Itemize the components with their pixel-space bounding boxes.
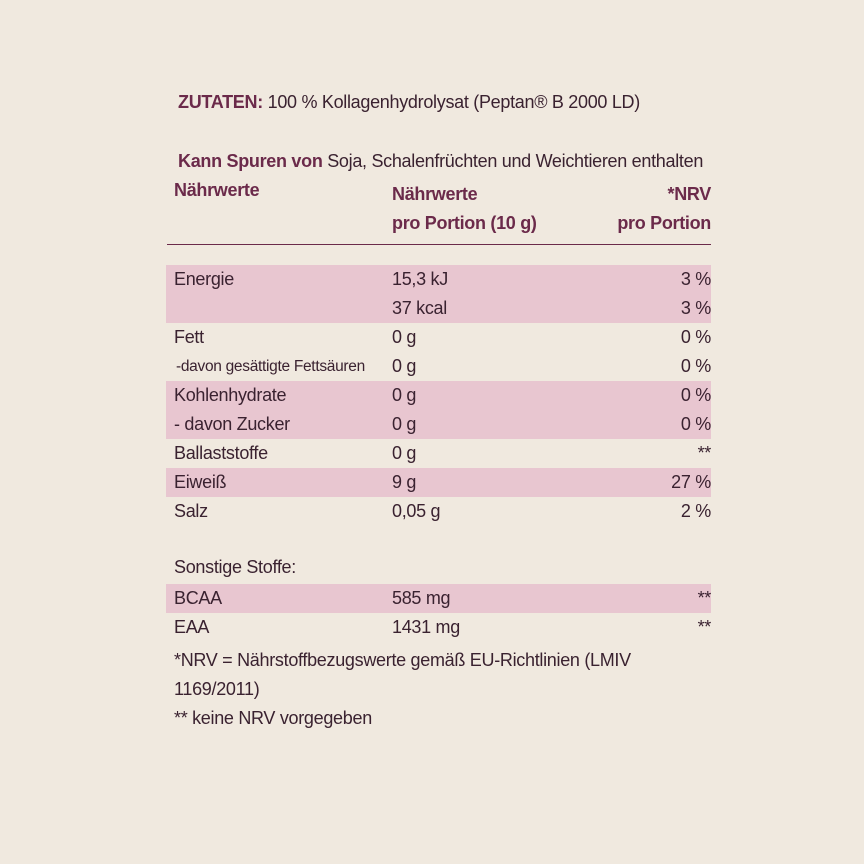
row-nrv: ** bbox=[697, 443, 711, 463]
header-per-portion-line2: pro Portion (10 g) bbox=[392, 213, 537, 233]
table-row bbox=[166, 323, 711, 352]
row-nrv: 3 % bbox=[680, 298, 711, 318]
other-substances-title: Sonstige Stoffe: bbox=[174, 557, 296, 577]
row-nrv: 3 % bbox=[680, 269, 711, 289]
traces-label: Kann Spuren von bbox=[178, 151, 323, 171]
row-value: 1431 mg bbox=[392, 617, 460, 637]
ingredients-line bbox=[178, 92, 640, 113]
table-row bbox=[166, 294, 711, 323]
row-name: Energie bbox=[174, 269, 234, 289]
row-value: 0 g bbox=[392, 385, 417, 405]
row-value: 15,3 kJ bbox=[392, 269, 448, 289]
row-name: -davon gesättigte Fettsäuren bbox=[176, 358, 365, 375]
no-nrv-footnote: ** keine NRV vorgegeben bbox=[174, 708, 372, 728]
header-nrv-line2: pro Portion bbox=[617, 213, 711, 233]
row-nrv: 0 % bbox=[680, 414, 711, 434]
header-divider bbox=[167, 244, 711, 245]
row-nrv: 2 % bbox=[680, 501, 711, 521]
row-name: EAA bbox=[174, 617, 210, 637]
row-value: 0 g bbox=[392, 443, 417, 463]
ingredients-text: 100 % Kollagenhydrolysat (Peptan® B 2000 LD) bbox=[262, 92, 640, 112]
table-row bbox=[166, 497, 711, 526]
table-row bbox=[166, 439, 711, 468]
footnotes bbox=[174, 646, 694, 733]
row-nrv: ** bbox=[697, 617, 711, 637]
row-nrv: 27 % bbox=[671, 472, 711, 492]
row-nrv: 0 % bbox=[680, 385, 711, 405]
row-name: Eiweiß bbox=[174, 472, 227, 492]
header-per-portion bbox=[392, 180, 537, 238]
row-name: Ballaststoffe bbox=[174, 443, 268, 463]
row-name: Salz bbox=[174, 501, 208, 521]
row-value: 0 g bbox=[392, 327, 417, 347]
table-row bbox=[166, 584, 711, 613]
row-name: Fett bbox=[174, 327, 204, 347]
row-value: 0 g bbox=[392, 356, 417, 376]
table-row bbox=[166, 265, 711, 294]
traces-text: Soja, Schalenfrüchten und Weichtieren enthalten bbox=[322, 151, 704, 171]
header-nrv bbox=[617, 180, 711, 238]
table-row bbox=[166, 352, 711, 381]
traces-line bbox=[178, 151, 703, 172]
other-substances-table bbox=[166, 584, 711, 642]
table-row bbox=[166, 381, 711, 410]
row-name: Kohlenhydrate bbox=[174, 385, 287, 405]
row-nrv: 0 % bbox=[680, 327, 711, 347]
row-value: 9 g bbox=[392, 472, 417, 492]
row-value: 0 g bbox=[392, 414, 417, 434]
header-nrv-line1: *NRV bbox=[667, 184, 711, 204]
table-row bbox=[166, 468, 711, 497]
row-value: 0,05 g bbox=[392, 501, 441, 521]
row-nrv: 0 % bbox=[680, 356, 711, 376]
ingredients-label: ZUTATEN: bbox=[178, 92, 263, 112]
row-name: BCAA bbox=[174, 588, 222, 608]
nrv-footnote: *NRV = Nährstoffbezugswerte gemäß EU-Richtlinien (LMIV 1169/2011) bbox=[174, 650, 631, 699]
header-nutrients: Nährwerte bbox=[174, 180, 260, 200]
nutrition-table bbox=[166, 265, 711, 526]
table-row bbox=[166, 613, 711, 642]
row-value: 37 kcal bbox=[392, 298, 447, 318]
table-row bbox=[166, 410, 711, 439]
row-nrv: ** bbox=[697, 588, 711, 608]
row-name: - davon Zucker bbox=[174, 414, 290, 434]
header-per-portion-line1: Nährwerte bbox=[392, 184, 478, 204]
row-value: 585 mg bbox=[392, 588, 451, 608]
